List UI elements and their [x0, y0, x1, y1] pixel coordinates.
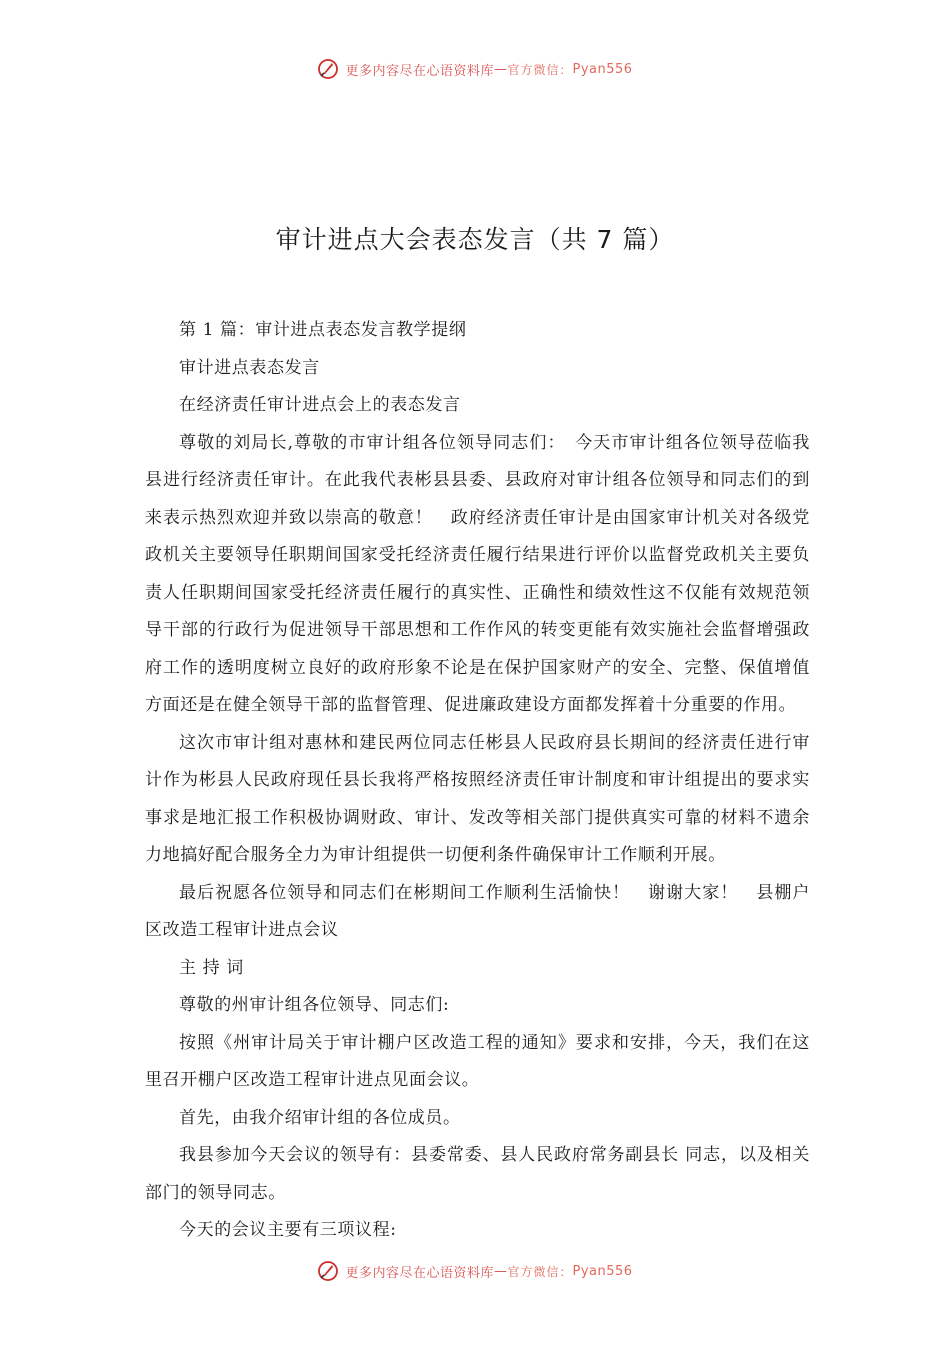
watermark-brand: 更多内容尽在心语资料库	[345, 63, 494, 79]
paragraph: 在经济责任审计进点会上的表态发言	[179, 395, 461, 415]
watermark-wechat-id: Pyan556	[572, 61, 633, 77]
paragraph: 这次市审计组对惠林和建民两位同志任彬县人民政府县长期间的经济责任进行审计作为彬县人民政府现任县长我将严格按照经济责任审计制度和审计组提出的要求实事求是地汇报工作积极协调财政、审计、发改等相关部门提供真实可靠的材料不遗余力地搞好配合服务全力为审计组提供一切便利条件确保审计工作顺利开展。	[145, 732, 810, 865]
watermark-wechat-label: 官方微信：	[507, 62, 573, 77]
paragraph: 第 1 篇：审计进点表态发言教学提纲	[179, 320, 467, 340]
watermark-separator: —	[493, 61, 508, 77]
paragraph: 按照《州审计局关于审计棚户区改造工程的通知》要求和安排，今天，我们在这里召开棚户区改造工程审计进点见面会议。	[145, 1032, 810, 1090]
watermark-brand: 更多内容尽在心语资料库	[345, 1265, 494, 1281]
paragraph: 首先，由我介绍审计组的各位成员。	[179, 1107, 461, 1128]
paragraph: 尊敬的刘局长,尊敬的市审计组各位领导同志们： 今天市审计组各位领导莅临我县进行经济责任审计。在此我代表彬县县委、县政府对审计组各位领导和同志们的到来表示热烈欢迎并致以崇高的敬意！ 政府经济责任审计是由国家审计机关对各级党政机关主要领导任职期间国家受托经济责任履行结果进行评价以监督党政机关主要负责人任职期间国家受托经济责任履行的真实性、正确性和绩效性这不仅能有效规范领导干部的行政行为促进领导干部思想和工作作风的转变更能有效实施社会监督增强政府工作的透明度树立良好的政府形象不论是在保护国家财产的安全、完整、保值增值方面还是在健全领导干部的监督管理、促进廉政建设方面都发挥着十分重要的作用。	[145, 432, 810, 715]
paragraph: 最后祝愿各位领导和同志们在彬期间工作顺利生活愉快！ 谢谢大家！ 县棚户区改造工程审计进点会议	[145, 882, 810, 940]
paragraph: 尊敬的州审计组各位领导、同志们:	[179, 995, 450, 1015]
paragraph: 我县参加今天会议的领导有：县委常委、县人民政府常务副县长 同志，以及相关部门的领导同志。	[145, 1145, 810, 1203]
quill-circle-icon	[317, 1260, 339, 1282]
document-body	[145, 312, 810, 1250]
watermark-header	[0, 56, 950, 82]
quill-circle-icon	[317, 58, 339, 80]
watermark-separator: —	[493, 1263, 508, 1279]
watermark-wechat-id: Pyan556	[572, 1263, 633, 1279]
paragraph: 今天的会议主要有三项议程:	[179, 1220, 397, 1240]
watermark-footer	[0, 1258, 950, 1284]
paragraph: 审计进点表态发言	[179, 357, 320, 378]
paragraph: 主 持 词	[179, 957, 244, 978]
document-title: 审计进点大会表态发言（共 7 篇）	[275, 225, 675, 254]
watermark-wechat-label: 官方微信：	[507, 1264, 573, 1279]
